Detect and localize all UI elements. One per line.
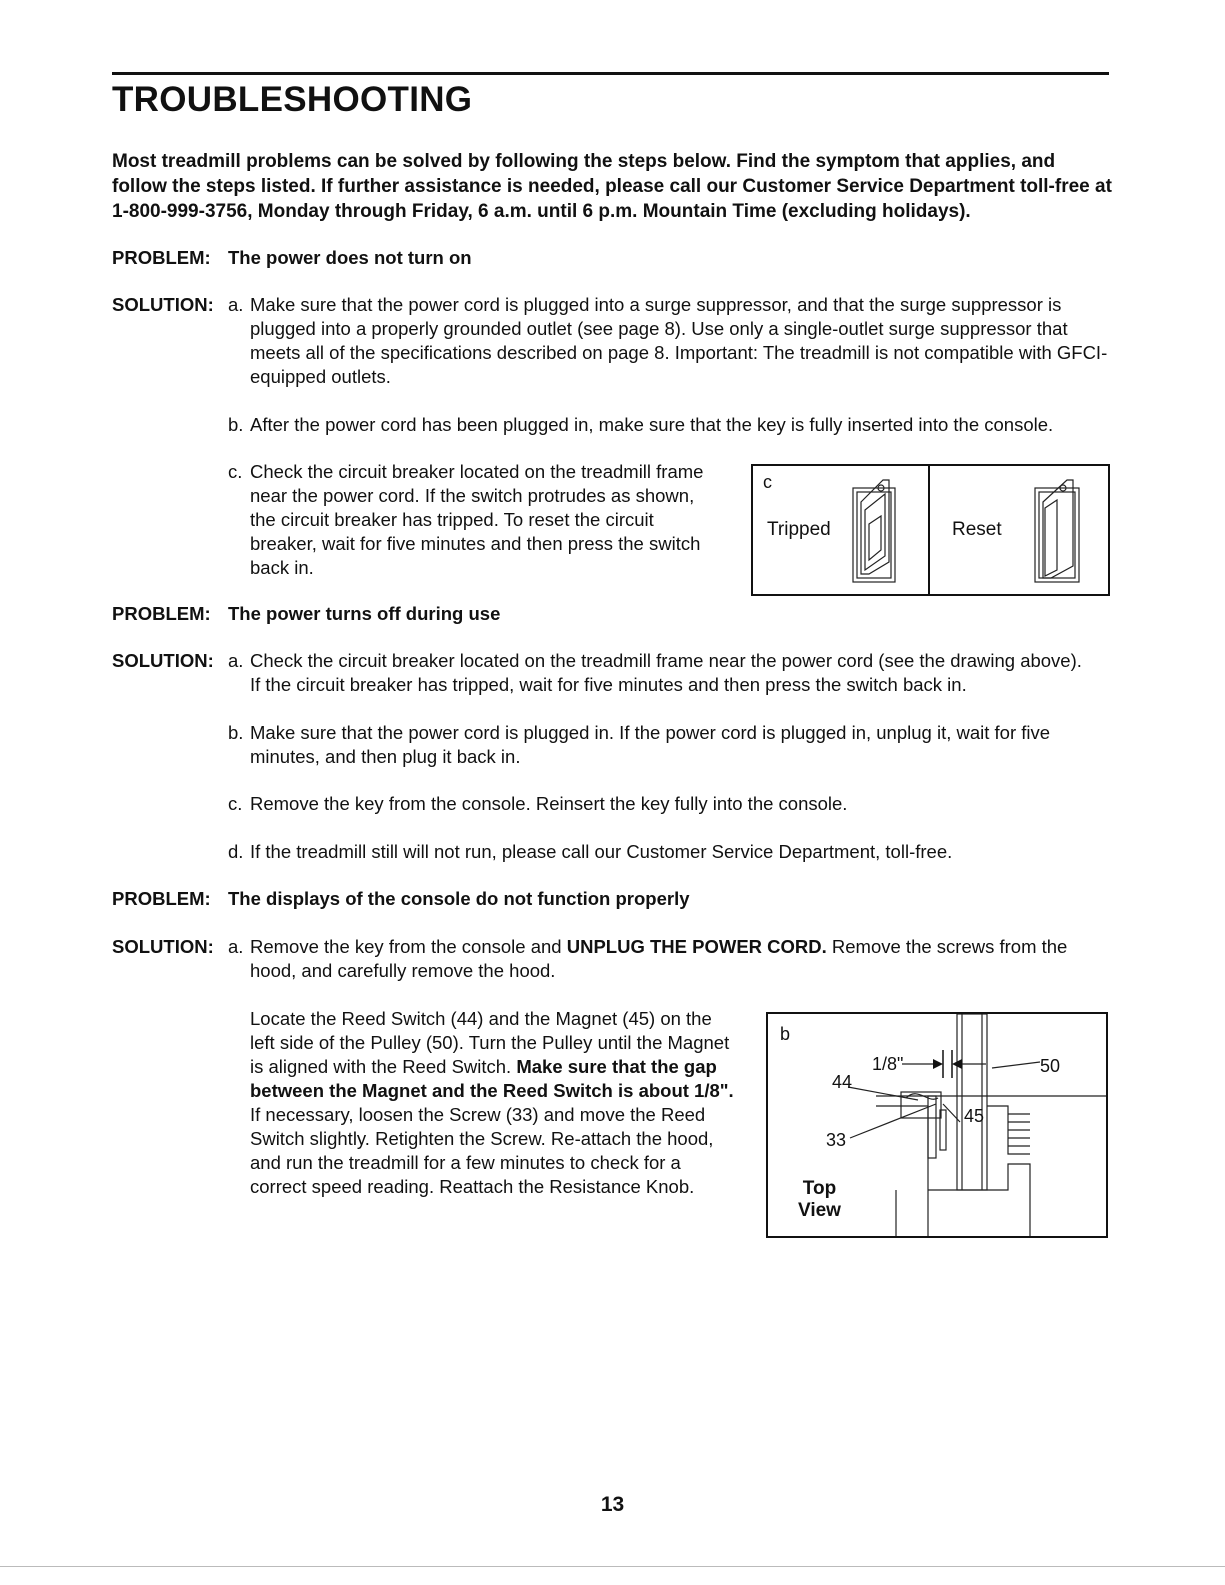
problem-2-step-a: a. Check the circuit breaker located on the treadmill frame near the power cord (see the drawing above). If the circuit breaker has tripped, wait for five minutes and then press the switch back in. [228, 650, 1082, 695]
problem-2-heading: PROBLEM: The power turns off during use [112, 603, 501, 624]
figure-c-letter: c [763, 472, 772, 492]
top-view-label: Top View [798, 1178, 841, 1221]
problem-1-step-b: b. After the power cord has been plugged in, make sure that the key is fully inserted into the console. [228, 414, 1054, 435]
problem-3-heading: PROBLEM: The displays of the console do not function properly [112, 888, 690, 909]
part-44-label: 44 [832, 1072, 853, 1092]
page-number: 13 [600, 1493, 625, 1516]
intro-paragraph: Most treadmill problems can be solved by following the steps below. Find the symptom that applies, and follow the steps listed. If further assistance is needed, please call our Customer Service Department toll-free at 1-800-999-3756, Monday through Friday, 6 a.m. until 6 p.m. Mountain Time (excluding holidays). [112, 151, 1112, 222]
reset-switch-icon [1035, 480, 1079, 582]
unplug-warning: UNPLUG THE POWER CORD. [566, 936, 827, 957]
problem-2-step-c: c. Remove the key from the console. Reinsert the key fully into the console. [228, 793, 848, 814]
part-50-label: 50 [1040, 1056, 1061, 1076]
problem-1-step-a: a. Make sure that the power cord is plugged into a surge suppressor, and that the surge suppressor is plugged into a properly grounded outlet (see page 8). Use only a single-outlet surge suppressor that meets all of the specifications described on page 8. Important: The treadmill is not compatible with GFCI-equipped outlets. [228, 294, 1108, 387]
problem-2-step-d: d. If the treadmill still will not run, please call our Customer Service Department, toll-free. [228, 841, 953, 862]
title-rule [112, 72, 1109, 75]
figure-b-letter: b [780, 1024, 791, 1044]
problem-2-step-b: b. Make sure that the power cord is plugged in. If the power cord is plugged in, unplug it, wait for five minutes, and then plug it back in. [228, 722, 1051, 767]
solution-1-label: SOLUTION: [112, 294, 214, 315]
solution-2-label: SOLUTION: [112, 650, 214, 671]
reset-label: Reset [952, 519, 1002, 540]
reed-switch-paragraph: Locate the Reed Switch (44) and the Magnet (45) on the left side of the Pulley (50). Turn the Pulley until the Magnet is aligned with the Reed Switch. Make sure that the gap between the Magnet and the Reed Switch is about 1/8". If necessary, loosen the Screw (33) and move the Reed Switch slightly. Retighten the Screw. Re-attach the hood, and run the treadmill for a few minutes to check for a correct speed reading. Reattach the Resistance Knob. [250, 1008, 734, 1197]
problem-3-step-a: a. Remove the key from the console and UNPLUG THE POWER CORD. Remove the screws from the hood, and carefully remove the hood. [228, 936, 1068, 981]
solution-3-label: SOLUTION: [112, 936, 214, 957]
problem-3-title: The displays of the console do not function properly [228, 888, 690, 909]
gap-label: 1/8" [872, 1054, 904, 1074]
problem-2-title: The power turns off during use [228, 603, 501, 624]
tripped-label: Tripped [767, 519, 831, 540]
problem-1-title: The power does not turn on [228, 247, 472, 268]
circuit-breaker-figure [751, 464, 1110, 596]
problem-label: PROBLEM: [112, 247, 211, 268]
reed-switch-figure [766, 1012, 1108, 1238]
page-title: TROUBLESHOOTING [112, 80, 473, 119]
problem-1-heading [112, 247, 472, 269]
problem-1-step-c: c. Check the circuit breaker located on the treadmill frame near the power cord. If the switch protrudes as shown, the circuit breaker has tripped. To reset the circuit breaker, wait for five minutes and then press the switch back in. [228, 461, 704, 578]
part-45-label: 45 [964, 1106, 985, 1126]
tripped-switch-icon [853, 480, 895, 582]
gap-warning: Make sure that the gap between the Magnet and the Reed Switch is about 1/8". [250, 1056, 734, 1101]
part-33-label: 33 [826, 1130, 847, 1150]
bottom-border [0, 1566, 1225, 1567]
